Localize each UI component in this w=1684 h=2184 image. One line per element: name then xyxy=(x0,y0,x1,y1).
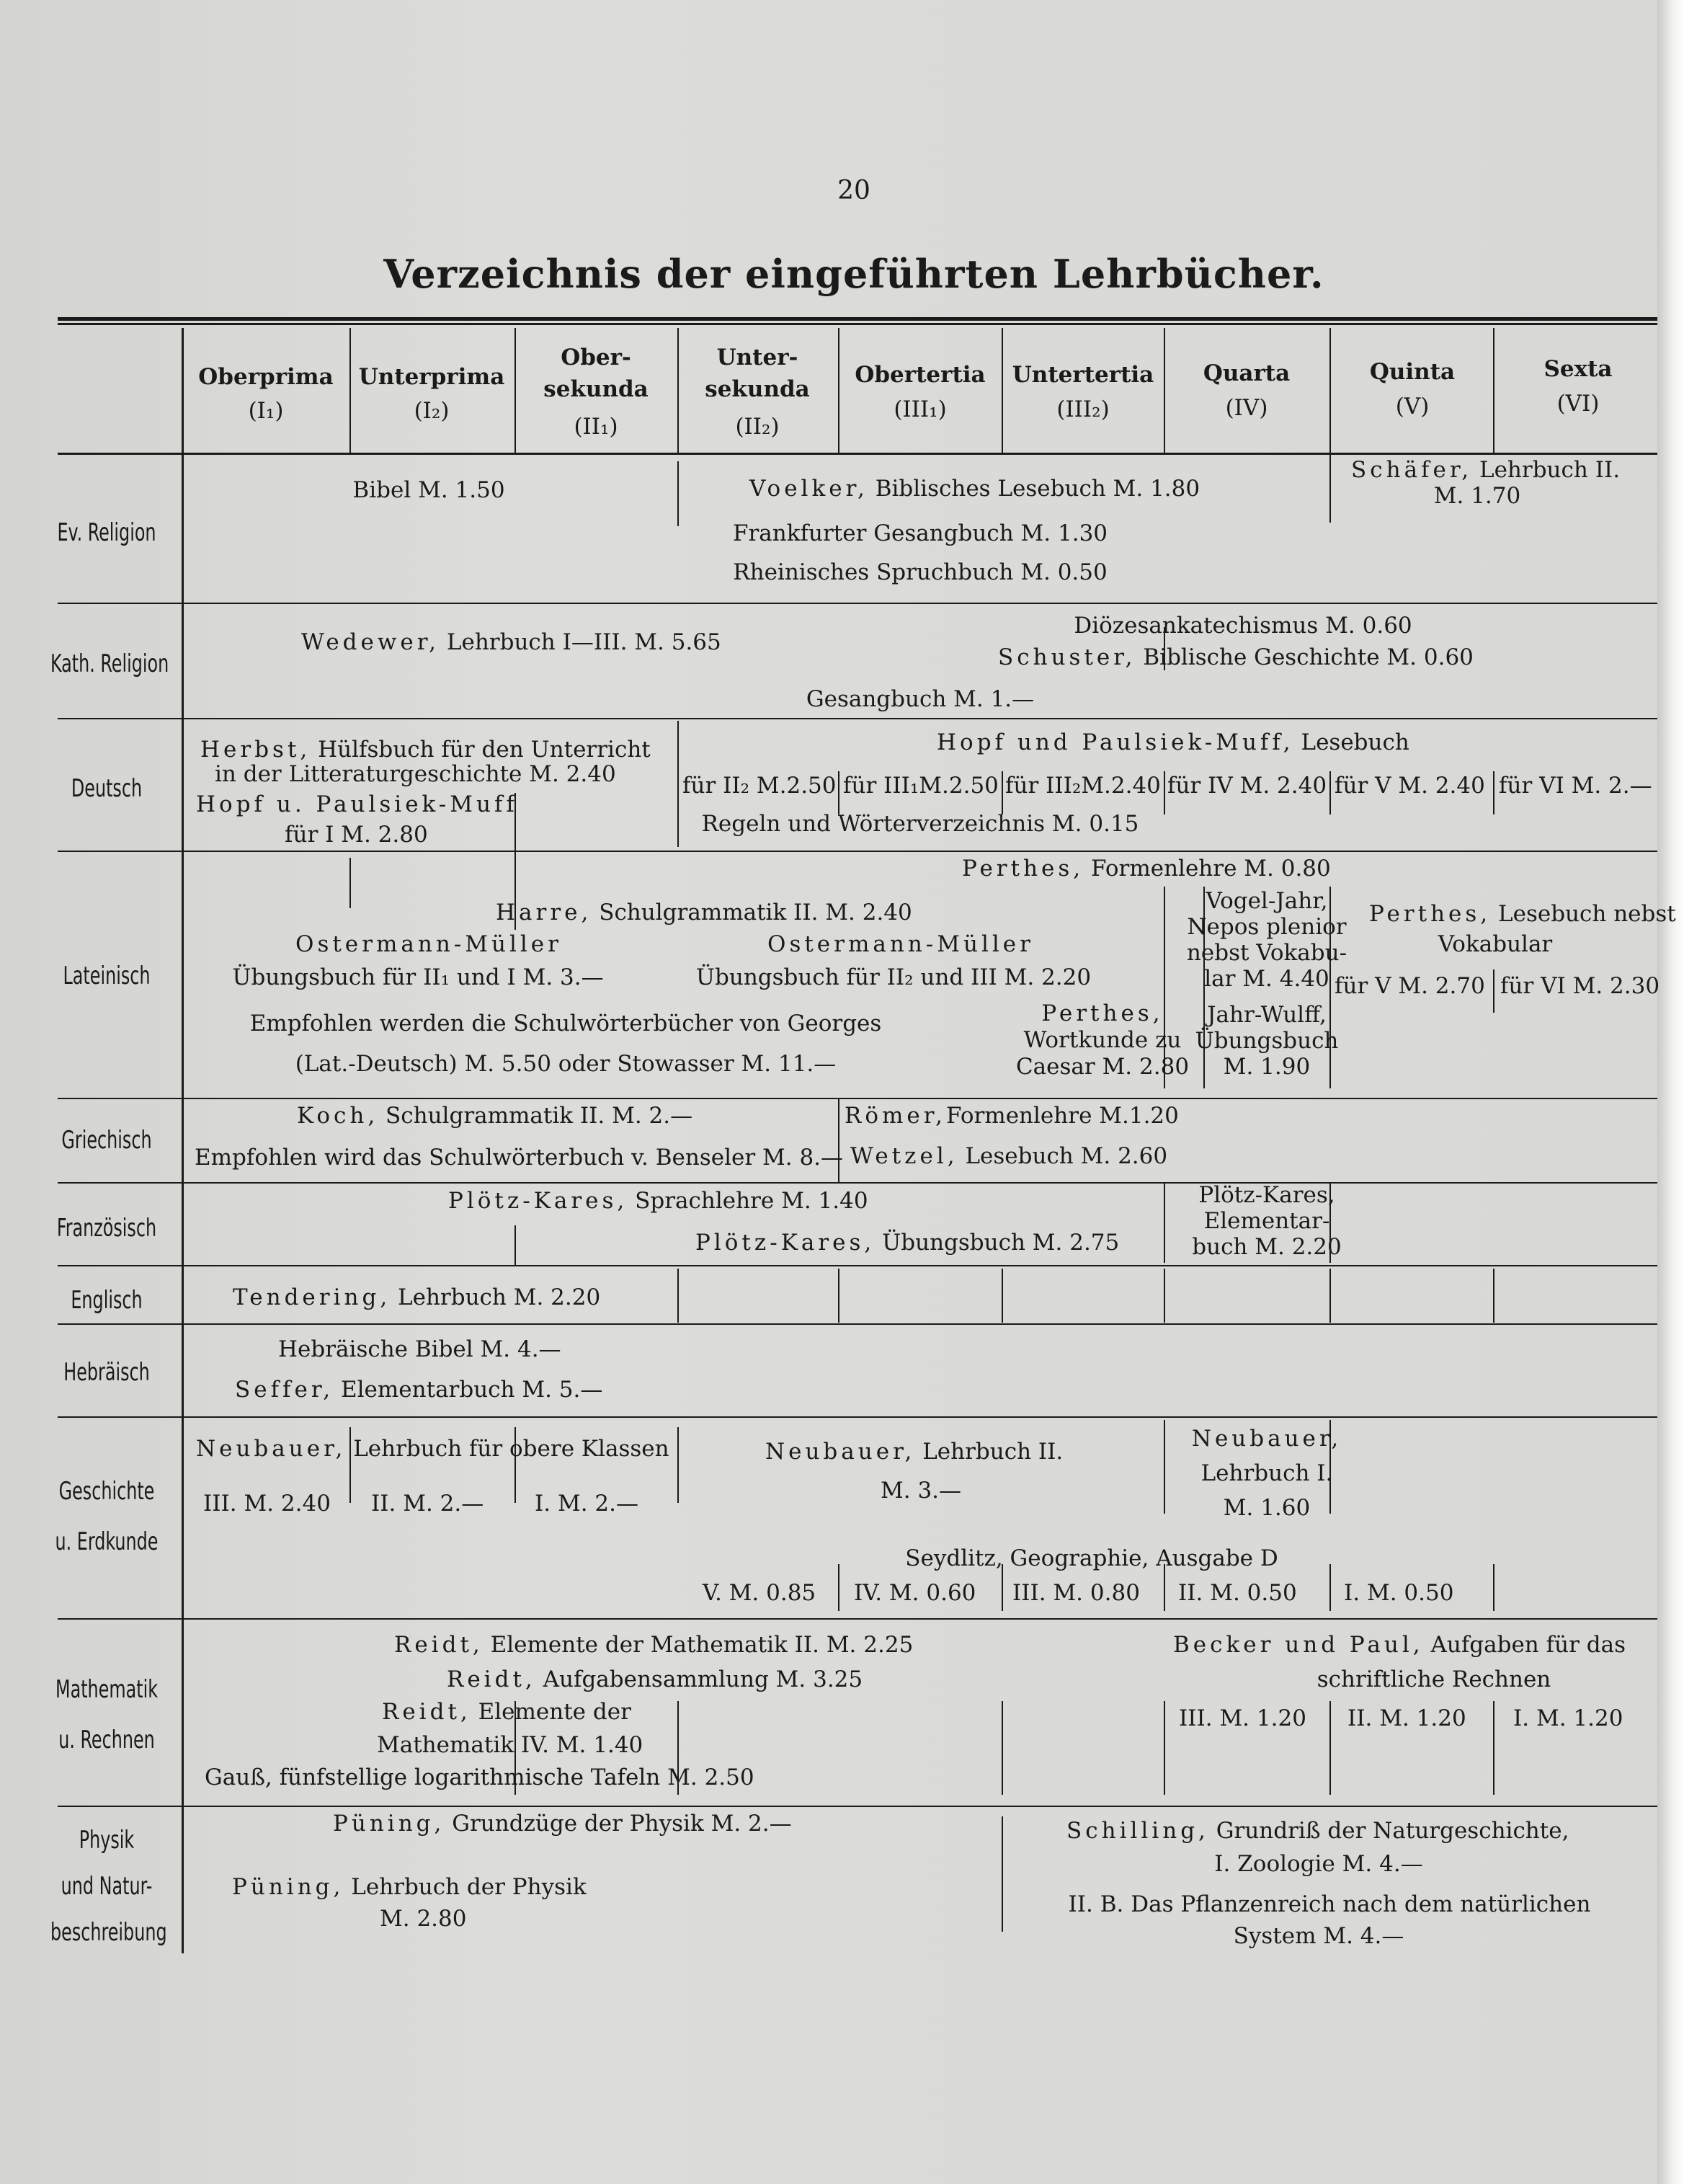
cell-text xyxy=(850,1143,1167,1169)
cell-text: Plötz-Kares, xyxy=(1198,1182,1335,1208)
col-obersekunda-code: (II₁) xyxy=(574,414,618,440)
subject-englisch: Englisch xyxy=(71,1286,143,1315)
cell-text: Ostermann-Müller xyxy=(767,931,1034,957)
book-title: Lesebuch nebst xyxy=(1491,901,1676,927)
author-name: Püning, xyxy=(333,1811,445,1837)
col-untersekunda-2: sekunda xyxy=(705,376,810,402)
cell-text xyxy=(196,1436,669,1462)
cell-text: Regeln und Wörterverzeichnis M. 0.15 xyxy=(701,811,1139,837)
cell-text xyxy=(235,1377,602,1403)
author-name: Perthes, xyxy=(1369,901,1492,927)
cell-text xyxy=(962,856,1331,882)
subject-franzoesisch: Französisch xyxy=(56,1214,157,1243)
page-title: Verzeichnis der eingeführten Lehrbücher. xyxy=(383,251,1324,297)
cell-text: Übungsbuch für II₂ und III M. 2.20 xyxy=(695,964,1092,990)
author-name: Römer, xyxy=(845,1103,947,1129)
cell-text: Gauß, fünfstellige logarithmische Tafeln M. 2.50 xyxy=(205,1764,754,1790)
col-obertertia-code: (III₁) xyxy=(894,396,947,422)
subject-geschichte: Geschichte xyxy=(58,1477,155,1506)
author-name: Schilling, xyxy=(1066,1818,1209,1844)
book-title: Hülfsbuch für den Unterricht xyxy=(311,737,651,763)
cell-text xyxy=(845,1103,1179,1129)
cell-text xyxy=(765,1439,1063,1465)
cell-text: buch M. 2.20 xyxy=(1192,1234,1342,1260)
book-title: Lehrbuch II. xyxy=(1472,457,1621,483)
cell-text: Vokabular xyxy=(1438,931,1553,957)
book-title: Formenlehre M.1.20 xyxy=(946,1103,1179,1129)
book-title: Grundriß der Naturgeschichte, xyxy=(1208,1818,1569,1844)
book-title: Lesebuch xyxy=(1293,729,1409,755)
subject-griechisch: Griechisch xyxy=(61,1126,152,1155)
book-title: Formenlehre M. 0.80 xyxy=(1084,856,1331,882)
cell-text: für I M. 2.80 xyxy=(285,822,428,848)
cell-text: I. Zoologie M. 4.— xyxy=(1214,1851,1423,1877)
book-title: Lehrbuch II. xyxy=(915,1439,1064,1465)
cell-text: I. M. 1.20 xyxy=(1513,1705,1623,1731)
author-name: Püning, xyxy=(232,1874,344,1900)
cell-text: nebst Vokabu- xyxy=(1186,940,1347,966)
author-name: Plötz-Kares, xyxy=(695,1230,876,1256)
book-title: Lehrbuch M. 2.20 xyxy=(391,1284,601,1310)
cell-text: I. M. 0.50 xyxy=(1344,1580,1454,1606)
cell-text: Vogel-Jahr, xyxy=(1206,888,1328,914)
author-name: Becker und Paul, xyxy=(1173,1632,1424,1658)
author-name: Wetzel, xyxy=(850,1143,958,1169)
cell-text: Elementar- xyxy=(1203,1208,1330,1234)
book-title: Lehrbuch I—III. M. 5.65 xyxy=(440,629,721,655)
cell-text: für V M. 2.40 xyxy=(1335,773,1485,799)
author-name: Reidt, xyxy=(394,1632,484,1658)
col-quarta-code: (IV) xyxy=(1225,395,1268,421)
cell-text xyxy=(297,1103,692,1129)
cell-text: Perthes, xyxy=(1041,1000,1164,1026)
cell-text: Frankfurter Gesangbuch M. 1.30 xyxy=(732,520,1108,546)
author-name: Neubauer, xyxy=(196,1436,347,1462)
author-name: Wedewer, xyxy=(301,629,440,655)
cell-text xyxy=(333,1811,792,1837)
cell-text: Mathematik IV. M. 1.40 xyxy=(377,1732,643,1758)
col-obersekunda-1: Ober- xyxy=(561,345,631,370)
cell-text: II. M. 1.20 xyxy=(1347,1705,1466,1731)
book-title: Aufgabensammlung M. 3.25 xyxy=(535,1666,863,1692)
cell-text xyxy=(447,1666,863,1692)
book-title: Lehrbuch für obere Klassen xyxy=(346,1436,669,1462)
cell-text: III. M. 2.40 xyxy=(203,1491,331,1517)
col-untersekunda-code: (II₂) xyxy=(735,414,780,440)
cell-text: Gesangbuch M. 1.— xyxy=(806,686,1035,712)
book-title: Biblische Geschichte M. 0.60 xyxy=(1136,644,1474,670)
col-quinta: Quinta xyxy=(1369,359,1456,385)
subject-mathematik: Mathematik xyxy=(55,1675,159,1704)
subject-ev-religion: Ev. Religion xyxy=(57,518,156,547)
col-quarta: Quarta xyxy=(1203,360,1291,386)
author-name: Seffer, xyxy=(235,1377,334,1403)
cell-text xyxy=(233,1284,600,1310)
author-name: Hopf und Paulsiek-Muff, xyxy=(937,729,1294,755)
cell-text: M. 2.80 xyxy=(380,1906,467,1932)
subject-lateinisch: Lateinisch xyxy=(63,962,151,990)
cell-text: für V M. 2.70 xyxy=(1335,973,1485,999)
cell-text: III. M. 0.80 xyxy=(1012,1580,1140,1606)
cell-text: Seydlitz, Geographie, Ausgabe D xyxy=(905,1545,1278,1571)
subject-deutsch: Deutsch xyxy=(71,774,143,803)
book-title: Elemente der xyxy=(471,1699,631,1725)
book-title: Schulgrammatik II. M. 2.— xyxy=(378,1103,693,1129)
cell-text: Empfohlen wird das Schulwörterbuch v. Benseler M. 8.— xyxy=(195,1145,844,1171)
cell-text xyxy=(1369,901,1676,927)
cell-text: M. 1.60 xyxy=(1223,1495,1311,1521)
author-name: Herbst, xyxy=(200,737,311,763)
cell-text: II. M. 0.50 xyxy=(1178,1580,1297,1606)
cell-text: III. M. 1.20 xyxy=(1179,1705,1306,1731)
cell-text: IV. M. 0.60 xyxy=(854,1580,976,1606)
cell-text xyxy=(1173,1632,1626,1658)
book-title: Grundzüge der Physik M. 2.— xyxy=(445,1811,792,1837)
author-name: Schuster, xyxy=(998,644,1136,670)
col-quinta-code: (V) xyxy=(1395,394,1430,420)
cell-text: Hopf u. Paulsiek-Muff xyxy=(196,791,518,817)
cell-text: Hebräische Bibel M. 4.— xyxy=(278,1336,561,1362)
book-title: Übungsbuch M. 2.75 xyxy=(875,1230,1120,1256)
cell-text: für IV M. 2.40 xyxy=(1167,773,1327,799)
subject-physik: Physik xyxy=(79,1826,135,1855)
cell-text: M. 3.— xyxy=(881,1478,962,1504)
book-title: Schulgrammatik II. M. 2.40 xyxy=(592,900,912,925)
cell-text xyxy=(695,1230,1119,1256)
subject-rechnen: u. Rechnen xyxy=(58,1726,155,1754)
book-title: Elementarbuch M. 5.— xyxy=(334,1377,603,1403)
author-name: Perthes, xyxy=(962,856,1084,882)
cell-text: Wortkunde zu xyxy=(1023,1027,1182,1053)
subject-erdkunde: u. Erdkunde xyxy=(55,1527,159,1556)
col-unterprima-code: (I₂) xyxy=(414,398,450,424)
author-name: Tendering, xyxy=(233,1284,391,1310)
author-name: Voelker, xyxy=(749,476,868,502)
book-title: Biblisches Lesebuch M. 1.80 xyxy=(868,476,1200,502)
cell-text: M. 1.70 xyxy=(1433,483,1521,509)
cell-text xyxy=(1351,457,1620,483)
author-name: Plötz-Kares, xyxy=(448,1188,628,1214)
col-unterprima: Unterprima xyxy=(358,364,505,390)
cell-text: Jahr-Wulff, xyxy=(1207,1002,1327,1028)
cell-text: II. M. 2.— xyxy=(371,1491,484,1517)
cell-text: II. B. Das Pflanzenreich nach dem natürlichen xyxy=(1068,1891,1591,1917)
col-obertertia: Obertertia xyxy=(855,362,986,388)
cell-text: für III₂M.2.40 xyxy=(1005,773,1161,799)
book-title: Lesebuch M. 2.60 xyxy=(958,1143,1168,1169)
subject-hebraeisch: Hebräisch xyxy=(63,1358,150,1387)
book-title: Elemente der Mathematik II. M. 2.25 xyxy=(483,1632,914,1658)
author-name: Harre, xyxy=(496,900,592,925)
col-obersekunda-2: sekunda xyxy=(543,376,649,402)
author-name: Reidt, xyxy=(382,1699,471,1725)
cell-text: Diözesankatechismus M. 0.60 xyxy=(1074,613,1412,639)
page-number: 20 xyxy=(837,176,870,205)
book-title: Sprachlehre M. 1.40 xyxy=(628,1188,868,1214)
cell-text: für VI M. 2.— xyxy=(1499,773,1652,799)
cell-text xyxy=(301,629,721,655)
cell-text: Übungsbuch xyxy=(1195,1028,1339,1054)
cell-text xyxy=(382,1699,631,1725)
book-title: Lehrbuch der Physik xyxy=(344,1874,587,1900)
col-untertertia: Untertertia xyxy=(1012,362,1154,388)
book-title: Aufgaben für das xyxy=(1423,1632,1626,1658)
subject-kath-religion: Kath. Religion xyxy=(50,649,169,678)
cell-text: für III₁M.2.50 xyxy=(843,773,999,799)
cell-text: M. 1.90 xyxy=(1223,1054,1311,1080)
cell-text xyxy=(448,1188,868,1214)
col-sexta: Sexta xyxy=(1543,356,1613,382)
subject-beschreibung: beschreibung xyxy=(50,1918,167,1947)
page-edge xyxy=(1657,0,1684,2184)
cell-text: für II₂ M.2.50 xyxy=(682,773,837,799)
cell-text xyxy=(998,644,1474,670)
col-oberprima: Oberprima xyxy=(198,364,334,390)
cell-text xyxy=(496,900,912,925)
author-name: Reidt, xyxy=(447,1666,536,1692)
cell-text: (Lat.-Deutsch) M. 5.50 oder Stowasser M. 11.— xyxy=(295,1051,837,1077)
cell-text: Bibel M. 1.50 xyxy=(352,477,505,503)
col-oberprima-code: (I₁) xyxy=(248,398,284,424)
col-untersekunda-1: Unter- xyxy=(716,345,798,370)
cell-text: schriftliche Rechnen xyxy=(1317,1666,1551,1692)
cell-text xyxy=(232,1874,587,1900)
author-name: Neubauer, xyxy=(765,1439,916,1465)
cell-text: lar M. 4.40 xyxy=(1204,966,1329,992)
cell-text: V. M. 0.85 xyxy=(703,1580,816,1606)
cell-text: Rheinisches Spruchbuch M. 0.50 xyxy=(733,559,1108,585)
cell-text: System M. 4.— xyxy=(1233,1923,1404,1949)
col-sexta-code: (VI) xyxy=(1556,391,1600,417)
cell-text: Übungsbuch für II₁ und I M. 3.— xyxy=(232,964,604,990)
cell-text: Neubauer, xyxy=(1191,1426,1342,1452)
cell-text xyxy=(394,1632,913,1658)
author-name: Schäfer, xyxy=(1351,457,1473,483)
cell-text: Ostermann-Müller xyxy=(295,931,562,957)
cell-text xyxy=(937,729,1409,755)
cell-text xyxy=(200,737,651,763)
cell-text: Empfohlen werden die Schulwörterbücher von Georges xyxy=(249,1011,882,1036)
cell-text: I. M. 2.— xyxy=(535,1491,638,1517)
cell-text: Caesar M. 2.80 xyxy=(1015,1054,1190,1080)
cell-text xyxy=(749,476,1200,502)
cell-text: Lehrbuch I. xyxy=(1200,1460,1333,1486)
cell-text: für VI M. 2.30 xyxy=(1500,973,1660,999)
subject-natur: und Natur- xyxy=(61,1872,153,1901)
cell-text: Nepos plenior xyxy=(1187,914,1347,940)
author-name: Koch, xyxy=(297,1103,379,1129)
col-untertertia-code: (III₂) xyxy=(1056,396,1110,422)
cell-text: in der Litteraturgeschichte M. 2.40 xyxy=(215,761,616,787)
cell-text xyxy=(1066,1818,1569,1844)
